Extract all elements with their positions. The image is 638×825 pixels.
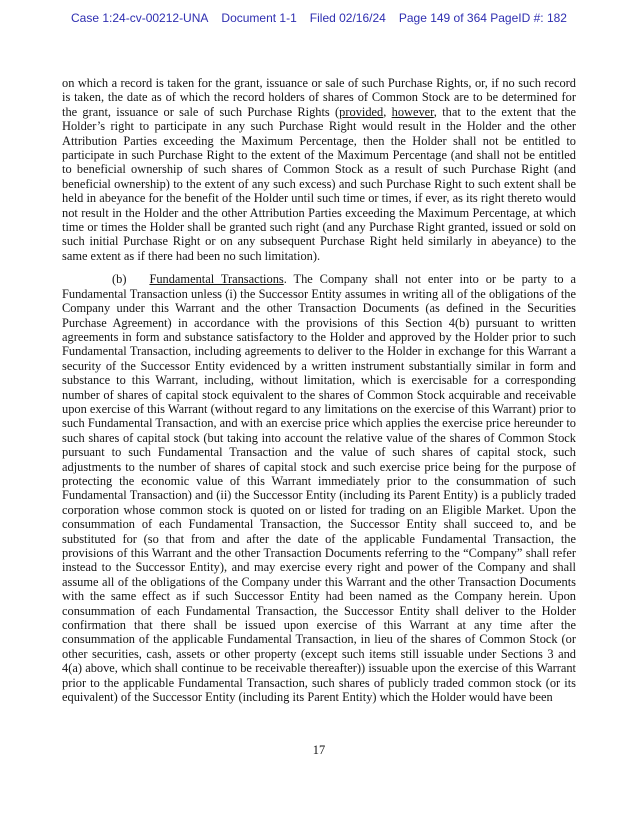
court-filing-header	[0, 11, 638, 25]
page-id: Page 149 of 364 PageID #: 182	[398, 11, 567, 25]
page-number: 17	[312, 743, 326, 757]
case-number: Case 1:24-cv-00212-UNA	[71, 11, 209, 25]
underlined-term-provided: provided	[339, 104, 384, 119]
document-number: Document 1-1	[221, 11, 297, 25]
document-body	[62, 76, 576, 704]
paragraph-continuation	[62, 76, 576, 263]
paragraph-b-label: (b)	[112, 272, 127, 287]
paragraph-1-separator: ,	[383, 104, 392, 119]
filed-date: Filed 02/16/24	[309, 11, 386, 25]
paragraph-b-text: . The Company shall not enter into or be party to a Fundamental Transaction unless (i) the Successor Entity assumes in writing all of the obligations of the Company under this Warrant and the other Transaction Documents (as defined in the Securities Purchase Agreement) in accordance with the provisions of this Section 4(b) pursuant to written agreements in form and substance satisfactory to the Holder and approved by the Holder prior to such Fundamental Transaction, including agreements to deliver to the Holder in exchange for this Warrant a security of the Successor Entity evidenced by a written instrument substantially similar in form and substance to this Warrant, including, without limitation, which is exercisable for a corresponding number of shares of capital stock equivalent to the shares of Common Stock acquirable and receivable upon exercise of this Warrant (without regard to any limitations on the exercise of this Warrant) prior to such Fundamental Transaction, and with an exercise price which applies the exercise price hereunder to such shares of capital stock (but taking into account the relative value of the shares of Common Stock pursuant to such Fundamental Transaction and the value of such shares of capital stock, such adjustments to the number of shares of capital stock and such exercise price being for the purpose of protecting the economic value of this Warrant immediately prior to the consummation of such Fundamental Transaction) and (ii) the Successor Entity (including its Parent Entity) is a publicly traded corporation whose common stock is quoted on or listed for trading on an Eligible Market. Upon the consummation of each Fundamental Transaction, the Successor Entity shall succeed to, and be substituted for (so that from and after the date of the applicable Fundamental Transaction, the provisions of this Warrant and the other Transaction Documents referring to the “Company” shall refer instead to the Successor Entity), and may exercise every right and power of the Company and shall assume all of the obligations of the Company under this Warrant and the other Transaction Documents with the same effect as if such Successor Entity had been named as the Company herein. Upon consummation of each Fundamental Transaction, the Successor Entity shall deliver to the Holder confirmation that there shall be issued upon exercise of this Warrant at any time after the consummation of the applicable Fundamental Transaction, in lieu of the shares of Common Stock (or other securities, cash, assets or other property (except such items still issuable under Sections 3 and 4(a) above, which shall continue to be receivable thereafter)) issuable upon the exercise of this Warrant prior to the applicable Fundamental Transaction, such shares of publicly traded common stock (or its equivalent) of the Successor Entity (including its Parent Entity) which the Holder would have been	[62, 272, 576, 705]
page-footer	[0, 743, 638, 758]
paragraph-1-text-start: on which a record is taken for the grant, issuance or sale of such Purchase Rights, or, if no such record is taken, the date as of which the record holders of shares of Common Stock are to be determined for the grant, issuance or sale of such Purchase Rights (	[62, 76, 576, 119]
paragraph-b	[62, 272, 576, 704]
underlined-term-however: however	[391, 104, 434, 119]
section-heading-fundamental-transactions: Fundamental Transactions	[149, 272, 284, 287]
paragraph-1-text-end: , that to the extent that the Holder’s right to participate in any such Purchase Right would result in the Holder and the other Attribution Parties exceeding the Maximum Percentage, then the Holder shall not be entitled to participate in such Purchase Right to the extent of the Maximum Percentage (and shall not be entitled to beneficial ownership of such shares of Common Stock as a result of such Purchase Right (and beneficial ownership) to the extent of any such excess) and such Purchase Right to such extent shall be held in abeyance for the benefit of the Holder until such time or times, if ever, as its right thereto would not result in the Holder and the other Attribution Parties exceeding the Maximum Percentage, at which time or times the Holder shall be granted such right (and any Purchase Right granted, issued or sold on such initial Purchase Right or on any subsequent Purchase Right held similarly in abeyance) to the same extent as if there had been no such limitation).	[62, 104, 577, 263]
